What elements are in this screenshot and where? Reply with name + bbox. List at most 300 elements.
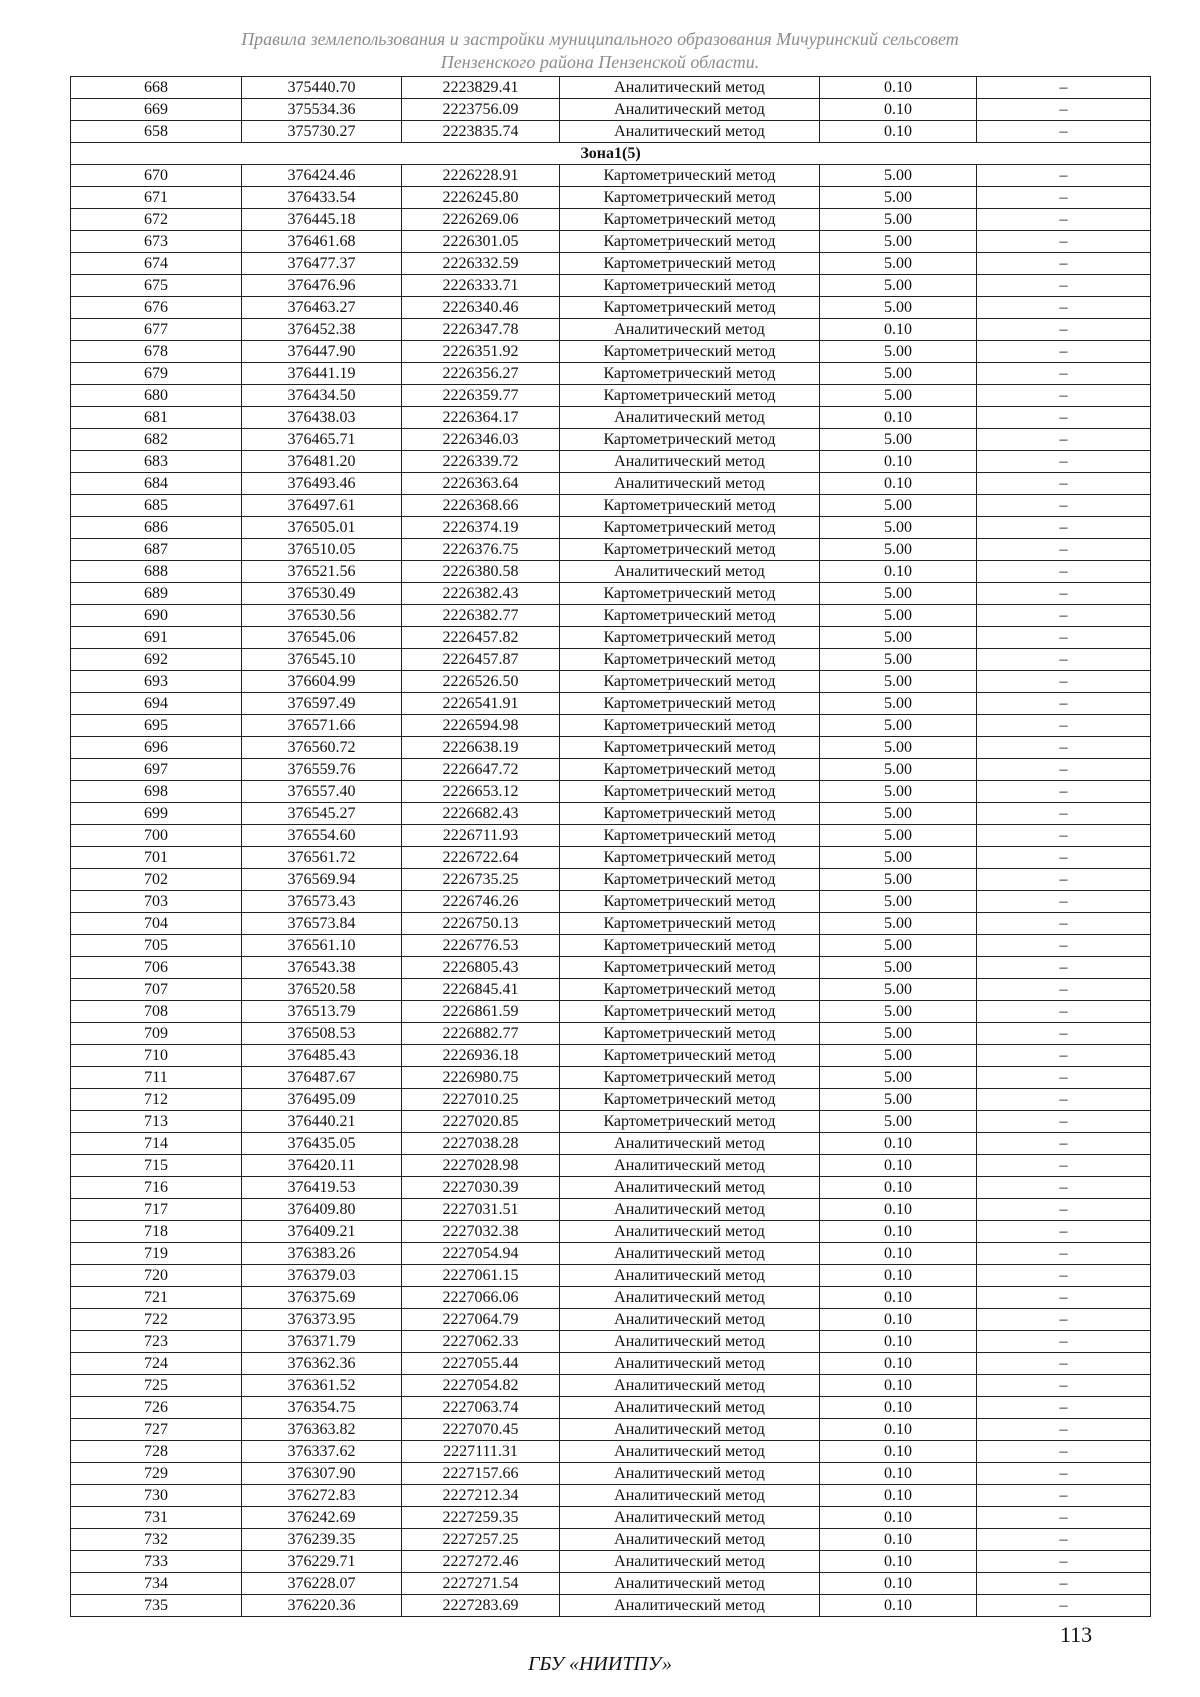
method-cell: Картометрический метод (560, 1111, 820, 1133)
note-cell: – (977, 1595, 1151, 1617)
y-coordinate-cell: 2226347.78 (402, 319, 560, 341)
method-cell: Картометрический метод (560, 803, 820, 825)
table-row (71, 913, 1151, 935)
note-cell: – (977, 671, 1151, 693)
point-number-cell: 691 (71, 627, 242, 649)
table-row (71, 187, 1151, 209)
x-coordinate-cell: 376354.75 (242, 1397, 402, 1419)
x-coordinate-cell: 376307.90 (242, 1463, 402, 1485)
point-number-cell: 735 (71, 1595, 242, 1617)
x-coordinate-cell: 376434.50 (242, 385, 402, 407)
y-coordinate-cell: 2226359.77 (402, 385, 560, 407)
precision-cell: 0.10 (820, 1177, 977, 1199)
note-cell: – (977, 1463, 1151, 1485)
note-cell: – (977, 77, 1151, 99)
method-cell: Аналитический метод (560, 1155, 820, 1177)
table-row (71, 1199, 1151, 1221)
note-cell: – (977, 979, 1151, 1001)
y-coordinate-cell: 2226356.27 (402, 363, 560, 385)
precision-cell: 0.10 (820, 77, 977, 99)
table-row (71, 627, 1151, 649)
note-cell: – (977, 473, 1151, 495)
precision-cell: 0.10 (820, 1265, 977, 1287)
y-coordinate-cell: 2227038.28 (402, 1133, 560, 1155)
x-coordinate-cell: 376441.19 (242, 363, 402, 385)
y-coordinate-cell: 2227271.54 (402, 1573, 560, 1595)
note-cell: – (977, 429, 1151, 451)
note-cell: – (977, 715, 1151, 737)
precision-cell: 0.10 (820, 1573, 977, 1595)
method-cell: Аналитический метод (560, 121, 820, 143)
precision-cell: 5.00 (820, 297, 977, 319)
x-coordinate-cell: 376508.53 (242, 1023, 402, 1045)
note-cell: – (977, 1221, 1151, 1243)
method-cell: Аналитический метод (560, 1177, 820, 1199)
x-coordinate-cell: 376445.18 (242, 209, 402, 231)
y-coordinate-cell: 2223835.74 (402, 121, 560, 143)
table-row (71, 1067, 1151, 1089)
precision-cell: 5.00 (820, 275, 977, 297)
point-number-cell: 674 (71, 253, 242, 275)
point-number-cell: 679 (71, 363, 242, 385)
point-number-cell: 668 (71, 77, 242, 99)
table-row (71, 1353, 1151, 1375)
point-number-cell: 732 (71, 1529, 242, 1551)
x-coordinate-cell: 376573.84 (242, 913, 402, 935)
y-coordinate-cell: 2227031.51 (402, 1199, 560, 1221)
point-number-cell: 695 (71, 715, 242, 737)
table-row (71, 341, 1151, 363)
precision-cell: 5.00 (820, 1023, 977, 1045)
method-cell: Картометрический метод (560, 979, 820, 1001)
y-coordinate-cell: 2226722.64 (402, 847, 560, 869)
note-cell: – (977, 99, 1151, 121)
table-row (71, 1551, 1151, 1573)
point-number-cell: 669 (71, 99, 242, 121)
y-coordinate-cell: 2226653.12 (402, 781, 560, 803)
table-row (71, 209, 1151, 231)
precision-cell: 0.10 (820, 319, 977, 341)
x-coordinate-cell: 376604.99 (242, 671, 402, 693)
precision-cell: 0.10 (820, 473, 977, 495)
method-cell: Аналитический метод (560, 1265, 820, 1287)
precision-cell: 5.00 (820, 1111, 977, 1133)
x-coordinate-cell: 376420.11 (242, 1155, 402, 1177)
y-coordinate-cell: 2227066.06 (402, 1287, 560, 1309)
point-number-cell: 723 (71, 1331, 242, 1353)
x-coordinate-cell: 376373.95 (242, 1309, 402, 1331)
method-cell: Картометрический метод (560, 495, 820, 517)
x-coordinate-cell: 376433.54 (242, 187, 402, 209)
precision-cell: 0.10 (820, 1529, 977, 1551)
y-coordinate-cell: 2227054.94 (402, 1243, 560, 1265)
page-number: 113 (1060, 1622, 1093, 1647)
table-row (71, 1507, 1151, 1529)
y-coordinate-cell: 2226245.80 (402, 187, 560, 209)
method-cell: Картометрический метод (560, 627, 820, 649)
note-cell: – (977, 407, 1151, 429)
x-coordinate-cell: 376545.06 (242, 627, 402, 649)
table-row (71, 517, 1151, 539)
x-coordinate-cell: 376481.20 (242, 451, 402, 473)
note-cell: – (977, 275, 1151, 297)
point-number-cell: 710 (71, 1045, 242, 1067)
method-cell: Аналитический метод (560, 1375, 820, 1397)
table-row (71, 121, 1151, 143)
table-row (71, 1463, 1151, 1485)
x-coordinate-cell: 376495.09 (242, 1089, 402, 1111)
table-row (71, 1221, 1151, 1243)
point-number-cell: 716 (71, 1177, 242, 1199)
y-coordinate-cell: 2227010.25 (402, 1089, 560, 1111)
precision-cell: 0.10 (820, 561, 977, 583)
note-cell: – (977, 363, 1151, 385)
precision-cell: 5.00 (820, 803, 977, 825)
note-cell: – (977, 781, 1151, 803)
table-row (71, 1331, 1151, 1353)
note-cell: – (977, 209, 1151, 231)
table-row (71, 759, 1151, 781)
point-number-cell: 694 (71, 693, 242, 715)
precision-cell: 0.10 (820, 1595, 977, 1617)
x-coordinate-cell: 375440.70 (242, 77, 402, 99)
zone-title: Зона1(5) (71, 143, 1151, 165)
precision-cell: 0.10 (820, 1287, 977, 1309)
method-cell: Аналитический метод (560, 1353, 820, 1375)
note-cell: – (977, 759, 1151, 781)
method-cell: Картометрический метод (560, 209, 820, 231)
y-coordinate-cell: 2226541.91 (402, 693, 560, 715)
y-coordinate-cell: 2227064.79 (402, 1309, 560, 1331)
note-cell: – (977, 1155, 1151, 1177)
method-cell: Картометрический метод (560, 1045, 820, 1067)
precision-cell: 5.00 (820, 495, 977, 517)
x-coordinate-cell: 376543.38 (242, 957, 402, 979)
point-number-cell: 676 (71, 297, 242, 319)
y-coordinate-cell: 2226980.75 (402, 1067, 560, 1089)
x-coordinate-cell: 376438.03 (242, 407, 402, 429)
precision-cell: 0.10 (820, 1133, 977, 1155)
point-number-cell: 706 (71, 957, 242, 979)
x-coordinate-cell: 376487.67 (242, 1067, 402, 1089)
table-row (71, 1419, 1151, 1441)
note-cell: – (977, 495, 1151, 517)
x-coordinate-cell: 376561.10 (242, 935, 402, 957)
method-cell: Картометрический метод (560, 671, 820, 693)
point-number-cell: 711 (71, 1067, 242, 1089)
method-cell: Аналитический метод (560, 473, 820, 495)
note-cell: – (977, 913, 1151, 935)
method-cell: Картометрический метод (560, 737, 820, 759)
method-cell: Картометрический метод (560, 649, 820, 671)
table-row (71, 1265, 1151, 1287)
method-cell: Аналитический метод (560, 1507, 820, 1529)
note-cell: – (977, 231, 1151, 253)
precision-cell: 5.00 (820, 649, 977, 671)
table-row (71, 1177, 1151, 1199)
precision-cell: 5.00 (820, 715, 977, 737)
point-number-cell: 708 (71, 1001, 242, 1023)
y-coordinate-cell: 2226735.25 (402, 869, 560, 891)
header-line-2: Пензенского района Пензенской области. (440, 52, 760, 72)
table-row (71, 781, 1151, 803)
y-coordinate-cell: 2226805.43 (402, 957, 560, 979)
point-number-cell: 726 (71, 1397, 242, 1419)
note-cell: – (977, 1199, 1151, 1221)
note-cell: – (977, 1485, 1151, 1507)
note-cell: – (977, 297, 1151, 319)
table-row (71, 1441, 1151, 1463)
x-coordinate-cell: 376452.38 (242, 319, 402, 341)
table-row (71, 539, 1151, 561)
y-coordinate-cell: 2226368.66 (402, 495, 560, 517)
table-row (71, 979, 1151, 1001)
precision-cell: 0.10 (820, 99, 977, 121)
precision-cell: 5.00 (820, 781, 977, 803)
note-cell: – (977, 517, 1151, 539)
point-number-cell: 700 (71, 825, 242, 847)
precision-cell: 0.10 (820, 1485, 977, 1507)
y-coordinate-cell: 2226776.53 (402, 935, 560, 957)
y-coordinate-cell: 2226333.71 (402, 275, 560, 297)
y-coordinate-cell: 2226364.17 (402, 407, 560, 429)
coordinates-table (70, 76, 1151, 1617)
point-number-cell: 675 (71, 275, 242, 297)
note-cell: – (977, 891, 1151, 913)
note-cell: – (977, 957, 1151, 979)
precision-cell: 0.10 (820, 1551, 977, 1573)
x-coordinate-cell: 376228.07 (242, 1573, 402, 1595)
method-cell: Аналитический метод (560, 77, 820, 99)
method-cell: Картометрический метод (560, 297, 820, 319)
point-number-cell: 699 (71, 803, 242, 825)
note-cell: – (977, 803, 1151, 825)
note-cell: – (977, 583, 1151, 605)
note-cell: – (977, 1441, 1151, 1463)
table-row (71, 847, 1151, 869)
method-cell: Аналитический метод (560, 1397, 820, 1419)
point-number-cell: 673 (71, 231, 242, 253)
table-row (71, 275, 1151, 297)
x-coordinate-cell: 376476.96 (242, 275, 402, 297)
note-cell: – (977, 1111, 1151, 1133)
point-number-cell: 730 (71, 1485, 242, 1507)
method-cell: Картометрический метод (560, 517, 820, 539)
method-cell: Аналитический метод (560, 1199, 820, 1221)
note-cell: – (977, 253, 1151, 275)
table-row (71, 1529, 1151, 1551)
x-coordinate-cell: 376447.90 (242, 341, 402, 363)
note-cell: – (977, 1243, 1151, 1265)
point-number-cell: 714 (71, 1133, 242, 1155)
note-cell: – (977, 121, 1151, 143)
note-cell: – (977, 935, 1151, 957)
table-row (71, 1155, 1151, 1177)
y-coordinate-cell: 2226845.41 (402, 979, 560, 1001)
precision-cell: 5.00 (820, 737, 977, 759)
table-row (71, 1001, 1151, 1023)
method-cell: Аналитический метод (560, 451, 820, 473)
note-cell: – (977, 165, 1151, 187)
y-coordinate-cell: 2227283.69 (402, 1595, 560, 1617)
table-row (71, 297, 1151, 319)
table-row (71, 803, 1151, 825)
precision-cell: 0.10 (820, 1507, 977, 1529)
y-coordinate-cell: 2226638.19 (402, 737, 560, 759)
y-coordinate-cell: 2227257.25 (402, 1529, 560, 1551)
table-row (71, 1595, 1151, 1617)
y-coordinate-cell: 2226746.26 (402, 891, 560, 913)
precision-cell: 5.00 (820, 1089, 977, 1111)
y-coordinate-cell: 2227212.34 (402, 1485, 560, 1507)
table-row (71, 1397, 1151, 1419)
precision-cell: 5.00 (820, 385, 977, 407)
y-coordinate-cell: 2226682.43 (402, 803, 560, 825)
x-coordinate-cell: 376435.05 (242, 1133, 402, 1155)
table-row (71, 1375, 1151, 1397)
method-cell: Аналитический метод (560, 99, 820, 121)
table-row (71, 1573, 1151, 1595)
point-number-cell: 715 (71, 1155, 242, 1177)
table-row (71, 165, 1151, 187)
y-coordinate-cell: 2227055.44 (402, 1353, 560, 1375)
method-cell: Аналитический метод (560, 1221, 820, 1243)
method-cell: Картометрический метод (560, 913, 820, 935)
note-cell: – (977, 1507, 1151, 1529)
method-cell: Картометрический метод (560, 605, 820, 627)
point-number-cell: 703 (71, 891, 242, 913)
x-coordinate-cell: 376530.49 (242, 583, 402, 605)
x-coordinate-cell: 376493.46 (242, 473, 402, 495)
note-cell: – (977, 1573, 1151, 1595)
precision-cell: 5.00 (820, 935, 977, 957)
method-cell: Картометрический метод (560, 539, 820, 561)
y-coordinate-cell: 2226380.58 (402, 561, 560, 583)
table-row (71, 1133, 1151, 1155)
x-coordinate-cell: 376409.21 (242, 1221, 402, 1243)
x-coordinate-cell: 376520.58 (242, 979, 402, 1001)
method-cell: Аналитический метод (560, 1419, 820, 1441)
precision-cell: 5.00 (820, 671, 977, 693)
precision-cell: 0.10 (820, 451, 977, 473)
table-row (71, 693, 1151, 715)
y-coordinate-cell: 2226594.98 (402, 715, 560, 737)
point-number-cell: 690 (71, 605, 242, 627)
x-coordinate-cell: 375534.36 (242, 99, 402, 121)
y-coordinate-cell: 2227111.31 (402, 1441, 560, 1463)
y-coordinate-cell: 2226374.19 (402, 517, 560, 539)
point-number-cell: 692 (71, 649, 242, 671)
method-cell: Картометрический метод (560, 693, 820, 715)
table-row (71, 495, 1151, 517)
note-cell: – (977, 1133, 1151, 1155)
method-cell: Аналитический метод (560, 407, 820, 429)
x-coordinate-cell: 376229.71 (242, 1551, 402, 1573)
x-coordinate-cell: 376424.46 (242, 165, 402, 187)
y-coordinate-cell: 2227272.46 (402, 1551, 560, 1573)
note-cell: – (977, 1551, 1151, 1573)
x-coordinate-cell: 376545.10 (242, 649, 402, 671)
method-cell: Картометрический метод (560, 847, 820, 869)
y-coordinate-cell: 2226269.06 (402, 209, 560, 231)
method-cell: Картометрический метод (560, 187, 820, 209)
precision-cell: 5.00 (820, 957, 977, 979)
x-coordinate-cell: 375730.27 (242, 121, 402, 143)
y-coordinate-cell: 2226301.05 (402, 231, 560, 253)
table-row (71, 451, 1151, 473)
point-number-cell: 671 (71, 187, 242, 209)
table-row (71, 1287, 1151, 1309)
precision-cell: 0.10 (820, 1243, 977, 1265)
table-row (71, 869, 1151, 891)
point-number-cell: 722 (71, 1309, 242, 1331)
point-number-cell: 718 (71, 1221, 242, 1243)
table-row (71, 77, 1151, 99)
x-coordinate-cell: 376505.01 (242, 517, 402, 539)
point-number-cell: 720 (71, 1265, 242, 1287)
method-cell: Картометрический метод (560, 1089, 820, 1111)
precision-cell: 5.00 (820, 341, 977, 363)
x-coordinate-cell: 376463.27 (242, 297, 402, 319)
y-coordinate-cell: 2226936.18 (402, 1045, 560, 1067)
point-number-cell: 719 (71, 1243, 242, 1265)
x-coordinate-cell: 376530.56 (242, 605, 402, 627)
point-number-cell: 733 (71, 1551, 242, 1573)
y-coordinate-cell: 2226861.59 (402, 1001, 560, 1023)
method-cell: Картометрический метод (560, 825, 820, 847)
y-coordinate-cell: 2227259.35 (402, 1507, 560, 1529)
note-cell: – (977, 649, 1151, 671)
x-coordinate-cell: 376362.36 (242, 1353, 402, 1375)
point-number-cell: 701 (71, 847, 242, 869)
note-cell: – (977, 1089, 1151, 1111)
point-number-cell: 677 (71, 319, 242, 341)
point-number-cell: 712 (71, 1089, 242, 1111)
y-coordinate-cell: 2226711.93 (402, 825, 560, 847)
point-number-cell: 658 (71, 121, 242, 143)
x-coordinate-cell: 376573.43 (242, 891, 402, 913)
precision-cell: 5.00 (820, 825, 977, 847)
note-cell: – (977, 847, 1151, 869)
zone-header-row (71, 143, 1151, 165)
note-cell: – (977, 605, 1151, 627)
precision-cell: 5.00 (820, 891, 977, 913)
y-coordinate-cell: 2227028.98 (402, 1155, 560, 1177)
method-cell: Картометрический метод (560, 385, 820, 407)
precision-cell: 5.00 (820, 847, 977, 869)
table-row (71, 957, 1151, 979)
table-row (71, 1045, 1151, 1067)
x-coordinate-cell: 376239.35 (242, 1529, 402, 1551)
table-row (71, 583, 1151, 605)
point-number-cell: 682 (71, 429, 242, 451)
note-cell: – (977, 319, 1151, 341)
x-coordinate-cell: 376383.26 (242, 1243, 402, 1265)
point-number-cell: 684 (71, 473, 242, 495)
method-cell: Картометрический метод (560, 1067, 820, 1089)
point-number-cell: 697 (71, 759, 242, 781)
method-cell: Картометрический метод (560, 583, 820, 605)
note-cell: – (977, 561, 1151, 583)
note-cell: – (977, 187, 1151, 209)
method-cell: Аналитический метод (560, 561, 820, 583)
x-coordinate-cell: 376375.69 (242, 1287, 402, 1309)
point-number-cell: 721 (71, 1287, 242, 1309)
table-row (71, 319, 1151, 341)
method-cell: Аналитический метод (560, 1441, 820, 1463)
precision-cell: 0.10 (820, 407, 977, 429)
note-cell: – (977, 1419, 1151, 1441)
